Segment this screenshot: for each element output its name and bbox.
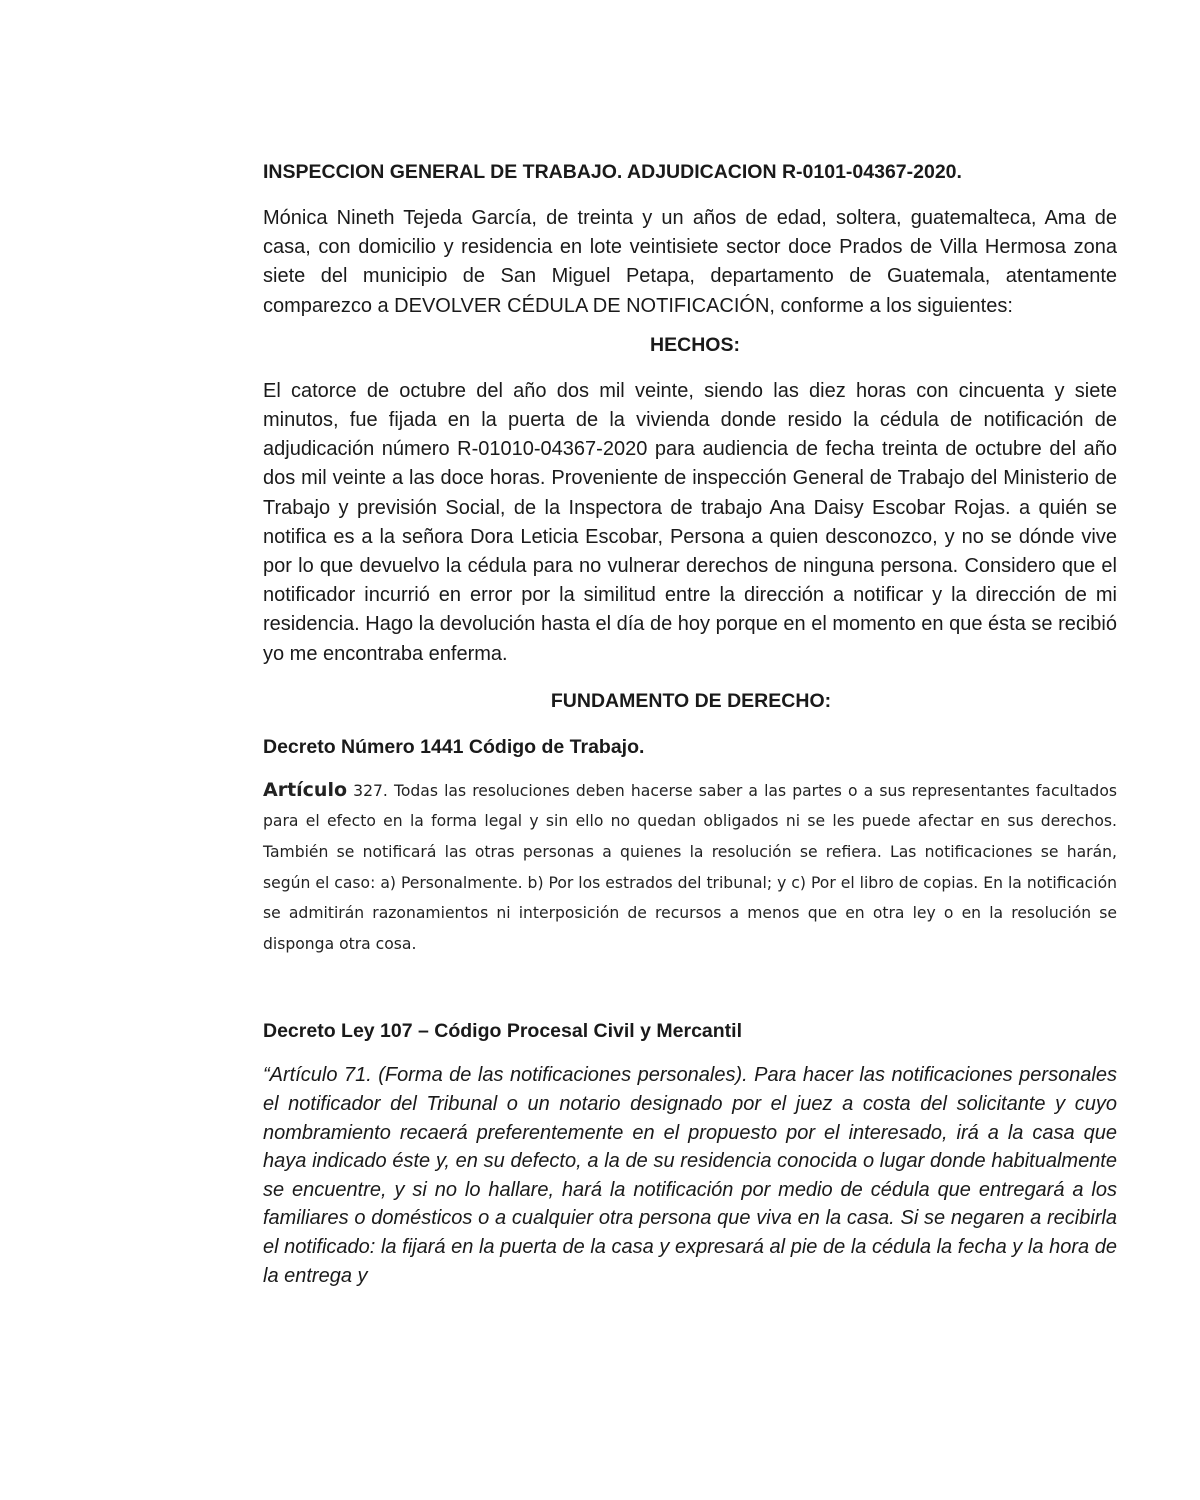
- decreto-107-heading: Decreto Ley 107 – Código Procesal Civil y Mercantil: [263, 1020, 743, 1043]
- articulo-71-paragraph: “Artículo 71. (Forma de las notificaciones personales). Para hacer las notificaciones personales el notificador del Tribunal o un notario designado por el juez a costa del solicitante y cuyo nombramiento recaerá preferentemente en el propuesto por el interesado, irá a la casa que haya indicado éste y, en su defecto, a la de su residencia conocida o lugar donde habitualmente se encuentre, y si no lo hallare, hará la notificación por medio de cédula que entregará a los familiares o domésticos o a cualquier otra persona que viva en la casa. Si se negaren a recibirla el notificado: la fijará en la puerta de la casa y expresará al pie de la cédula la fecha y la hora de la entrega y: [263, 1064, 1117, 1287]
- hechos-heading: HECHOS:: [650, 333, 740, 356]
- articulo-327-lead: Artículo: [263, 778, 348, 801]
- articulo-327-text: 327. Todas las resoluciones deben hacerse saber a las partes o a sus representantes facultados para el efecto en la forma legal y sin ello no quedan obligados ni se les puede afectar en sus derechos. También se notificará las otras personas a quienes la resolución se refiera. Las notificaciones se harán, según el caso: a) Personalmente. b) Por los estrados del tribunal; y c) Por el libro de copias. En la notificación se admitirán razonamientos ni interposición de recursos a menos que en otra ley o en la resolución se disponga otra cosa.: [263, 781, 1117, 953]
- document-title: INSPECCION GENERAL DE TRABAJO. ADJUDICACION R-0101-04367-2020.: [263, 161, 962, 183]
- document-page: [263, 158, 1117, 1290]
- hechos-paragraph: El catorce de octubre del año dos mil veinte, siendo las diez horas con cincuenta y siete minutos, fue fijada en la puerta de la vivienda donde resido la cédula de notificación de adjudicación número R-01010-04367-2020 para audiencia de fecha treinta de octubre del año dos mil veinte a las doce horas. Proveniente de inspección General de Trabajo del Ministerio de Trabajo y previsión Social, de la Inspectora de trabajo Ana Daisy Escobar Rojas. a quién se notifica es a la señora Dora Leticia Escobar, Persona a quien desconozco, y no se dónde vive por lo que devuelvo la cédula para no vulnerar derechos de ninguna persona. Considero que el notificador incurrió en error por la similitud entre la dirección a notificar y la dirección de mi residencia. Hago la devolución hasta el día de hoy porque en el momento en que ésta se recibió yo me encontraba enferma.: [263, 379, 1117, 665]
- articulo-327-paragraph: [263, 775, 1117, 960]
- decreto-1441-heading: Decreto Número 1441 Código de Trabajo.: [263, 735, 645, 758]
- fundamento-heading: FUNDAMENTO DE DERECHO:: [550, 689, 832, 712]
- intro-paragraph: Mónica Nineth Tejeda García, de treinta y un años de edad, soltera, guatemalteca, Ama de casa, con domicilio y residencia en lote veintisiete sector doce Prados de Villa Hermosa zona siete del municipio de San Miguel Petapa, departamento de Guatemala, atentamente comparezco a DEVOLVER CÉDULA DE NOTIFICACIÓN, conforme a los siguientes:: [263, 207, 1117, 317]
